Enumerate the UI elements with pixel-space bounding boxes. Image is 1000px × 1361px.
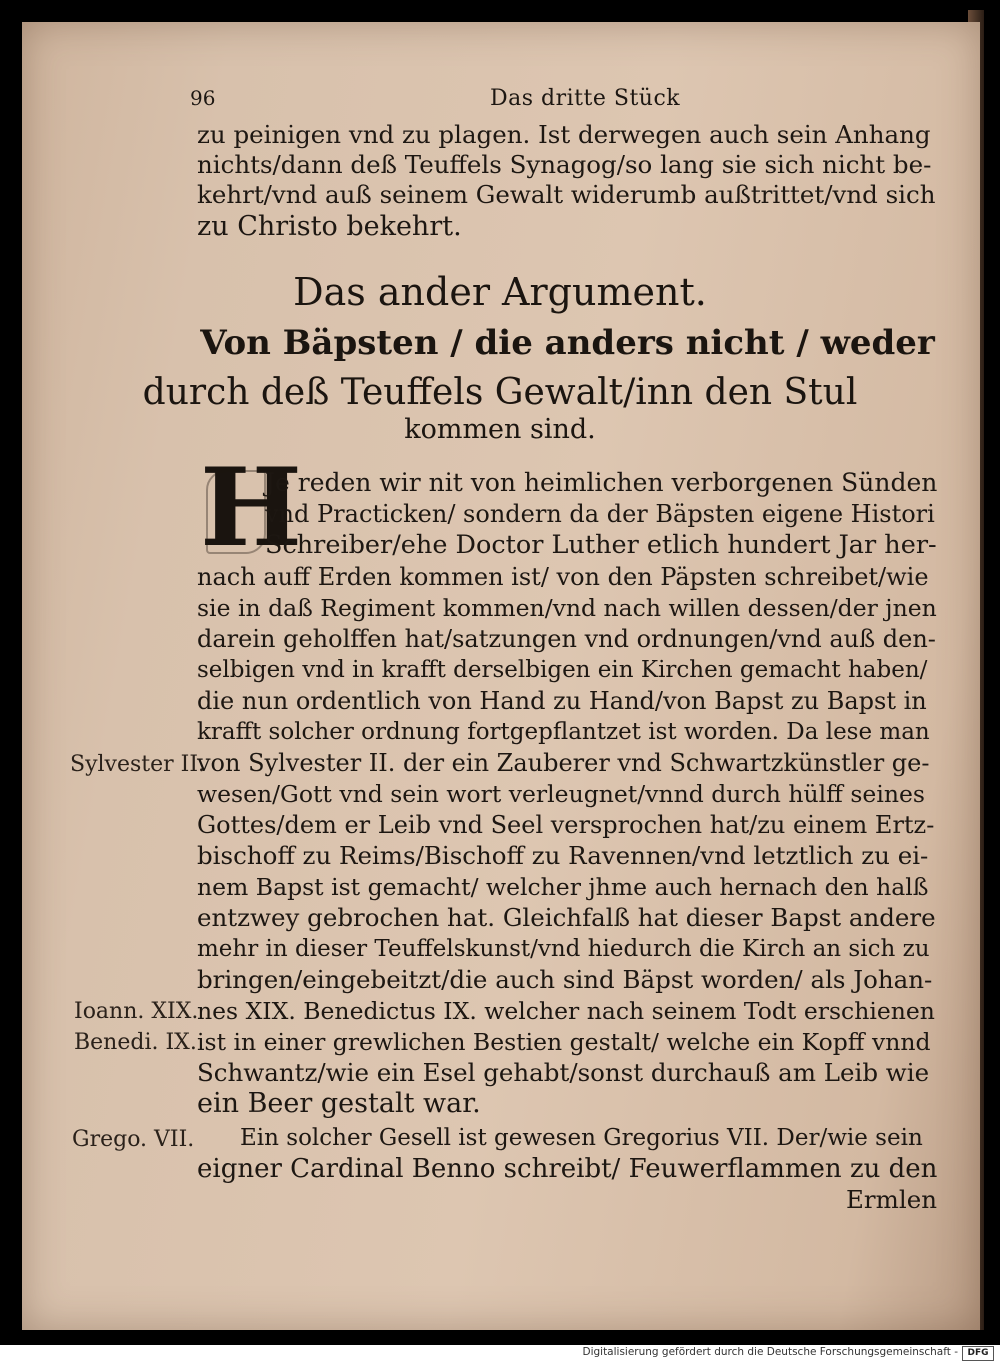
body-line: Je reden wir nit von heimlichen verborgenen Sünden	[265, 468, 938, 497]
body-line: darein geholffen hat/satzungen vnd ordnungen/vnd auß den-	[197, 625, 936, 653]
section-heading-line2: durch deß Teuffels Gewalt/inn den Stul	[142, 372, 858, 413]
intro-line: kehrt/vnd auß seinem Gewalt widerumb außtrittet/vnd sich	[197, 180, 936, 209]
body-line: sie in daß Regiment kommen/vnd nach willen dessen/der jnen	[197, 594, 937, 622]
margin-note-benedictus: Benedi. IX.	[74, 1030, 197, 1055]
body-line: Schreiber/ehe Doctor Luther etlich hundert Jar her-	[265, 530, 937, 560]
page-number: 96	[190, 86, 216, 110]
body-line: ist in einer grewlichen Bestien gestalt/ welche ein Kopff vnnd	[197, 1028, 931, 1056]
catchword: Ermlen	[846, 1185, 937, 1214]
footer-credit: Digitalisierung gefördert durch die Deutsche Forschungsgemeinschaft -	[582, 1346, 958, 1358]
margin-note-gregorius: Grego. VII.	[72, 1127, 195, 1152]
body-line: bischoff zu Reims/Bischoff zu Ravennen/vnd letztlich zu ei-	[197, 841, 929, 870]
digitization-footer	[0, 1345, 1000, 1361]
body-line: nem Bapst ist gemacht/ welcher jhme auch hernach den halß	[197, 873, 929, 901]
running-head-title: Das dritte Stück	[490, 86, 681, 111]
body-line: Schwantz/wie ein Esel gehabt/sonst durchauß am Leib wie	[197, 1058, 930, 1087]
margin-note-ioannes: Ioann. XIX.	[74, 999, 199, 1024]
body-line: entzwey gebrochen hat. Gleichfalß hat dieser Bapst andere	[197, 903, 936, 932]
body-line: die nun ordentlich von Hand zu Hand/von Bapst zu Bapst in	[197, 687, 927, 715]
body-line: nach auff Erden kommen ist/ von den Päpsten schreibet/wie	[197, 563, 929, 591]
running-header	[190, 86, 930, 120]
body-line: mehr in dieser Teuffelskunst/vnd hiedurch die Kirch an sich zu	[197, 936, 930, 962]
body-line: Ein solcher Gesell ist gewesen Gregorius VII. Der/wie sein	[240, 1125, 923, 1151]
dfg-logo: DFG	[962, 1346, 994, 1361]
body-line: wesen/Gott vnd sein wort verleugnet/vnnd durch hülff seines	[197, 780, 925, 808]
intro-line: zu peinigen vnd zu plagen. Ist derwegen auch sein Anhang	[197, 120, 931, 149]
margin-note-sylvester: Sylvester II.	[70, 752, 206, 777]
body-line: krafft solcher ordnung fortgepflantzet ist worden. Da lese man	[197, 719, 930, 745]
section-heading-line3: kommen sind.	[404, 414, 596, 445]
argument-title: Das ander Argument.	[293, 270, 707, 314]
body-line: ein Beer gestalt war.	[197, 1088, 481, 1119]
body-line: selbigen vnd in krafft derselbigen ein Kirchen gemacht haben/	[197, 657, 928, 683]
body-line: vnd Practicken/ sondern da der Bäpsten eigene Histori	[265, 500, 935, 528]
section-heading-line1: Von Bäpsten / die anders nicht / weder	[200, 323, 935, 363]
drop-cap-initial: H	[200, 445, 303, 571]
intro-line: zu Christo bekehrt.	[197, 211, 462, 242]
intro-line: nichts/dann deß Teuffels Synagog/so lang sie sich nicht be-	[197, 150, 932, 179]
body-line: Gottes/dem er Leib vnd Seel versprochen hat/zu einem Ertz-	[197, 811, 935, 839]
body-line: nes XIX. Benedictus IX. welcher nach seinem Todt erschienen	[197, 997, 935, 1025]
body-line: von Sylvester II. der ein Zauberer vnd Schwartzkünstler ge-	[197, 749, 930, 777]
body-line: eigner Cardinal Benno schreibt/ Feuwerflammen zu den	[197, 1154, 938, 1184]
body-line: bringen/eingebeitzt/die auch sind Bäpst worden/ als Johan-	[197, 965, 933, 994]
